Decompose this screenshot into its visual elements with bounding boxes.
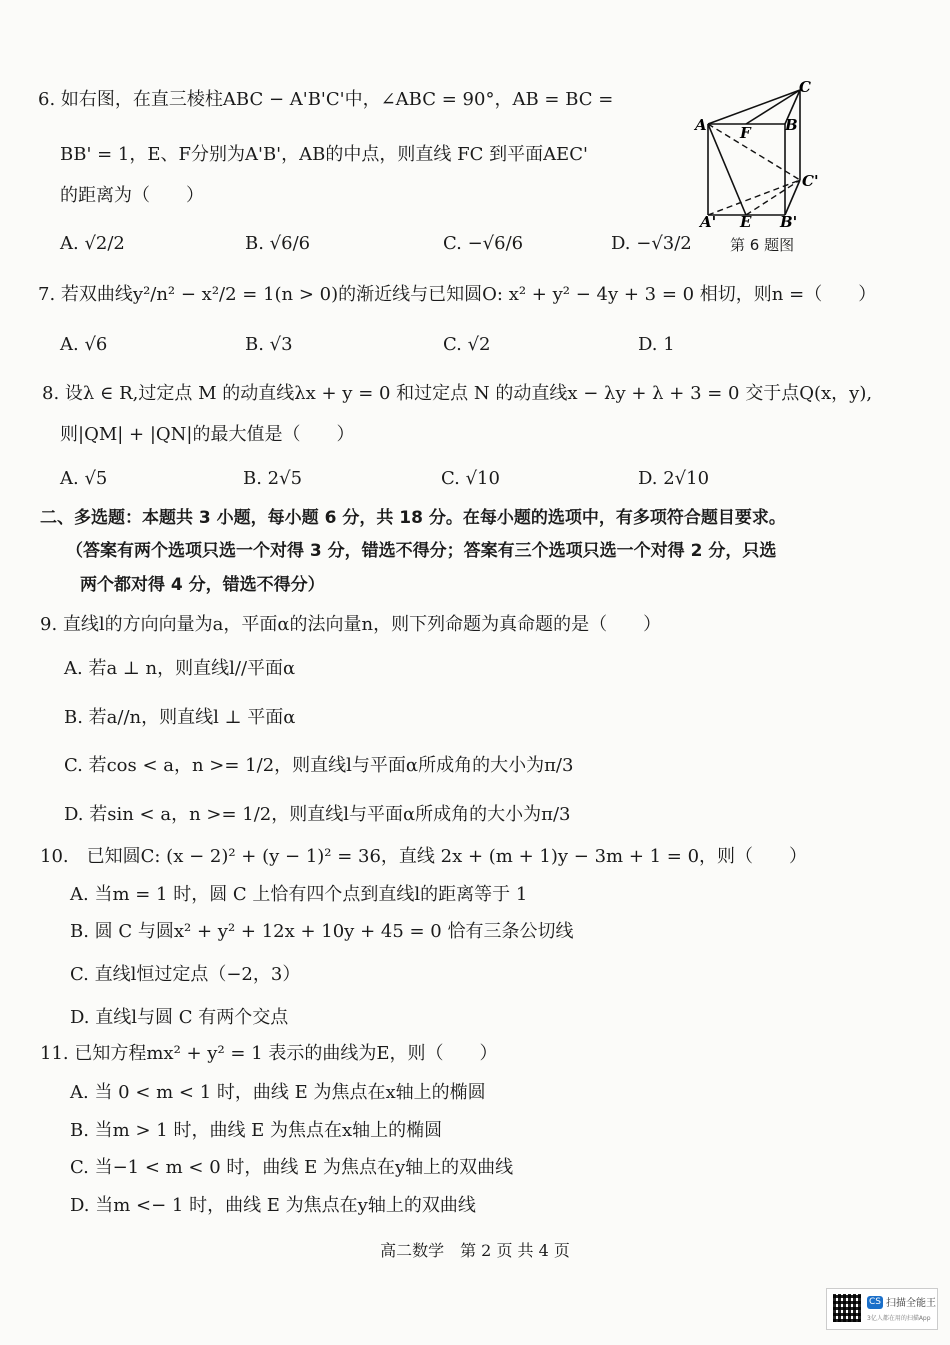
- qr-code-icon: [833, 1294, 861, 1322]
- figure-caption: 第 6 题图: [730, 236, 795, 254]
- fig-label-a: A: [695, 116, 707, 134]
- q7-option-b: B. √3: [245, 334, 293, 355]
- watermark-tagline: 3亿人都在用的扫描App: [867, 1315, 931, 1322]
- q6-line2: BB' = 1，E、F分别为A'B'，AB的中点，则直线 FC 到平面AEC': [60, 144, 588, 165]
- q11-option-b: B. 当m > 1 时，曲线 E 为焦点在x轴上的椭圆: [70, 1120, 443, 1141]
- fig-label-b: B: [785, 116, 798, 134]
- fig-label-b-prime: B': [780, 213, 798, 230]
- fig-label-a-prime: A': [700, 213, 717, 230]
- q11-option-c: C. 当−1 < m < 0 时，曲线 E 为焦点在y轴上的双曲线: [70, 1157, 514, 1178]
- prism-figure: [692, 80, 822, 230]
- q11-option-a: A. 当 0 < m < 1 时，曲线 E 为焦点在x轴上的椭圆: [70, 1082, 486, 1103]
- section2-note2: 两个都对得 4 分，错选不得分）: [80, 575, 325, 595]
- q10-line1: 10. 已知圆C: (x − 2)² + (y − 1)² = 36，直线 2x + (m + 1)y − 3m + 1 = 0，则（ ）: [40, 846, 808, 867]
- q10-option-b: B. 圆 C 与圆x² + y² + 12x + 10y + 45 = 0 恰有三条公切线: [70, 921, 574, 942]
- q9-option-b: B. 若a//n，则直线l ⊥ 平面α: [64, 707, 296, 728]
- fig-label-f: F: [740, 124, 751, 142]
- q9-option-d: D. 若sin < a，n >= 1/2，则直线l与平面α所成角的大小为π/3: [64, 804, 571, 825]
- scanner-watermark: [826, 1288, 938, 1330]
- q7-option-d: D. 1: [638, 334, 675, 355]
- q9-line1: 9. 直线l的方向向量为a，平面α的法向量n，则下列命题为真命题的是（ ）: [40, 614, 662, 635]
- q8-option-d: D. 2√10: [638, 468, 710, 489]
- section2-heading: 二、多选题：本题共 3 小题，每小题 6 分，共 18 分。在每小题的选项中，有多项符合题目要求。: [40, 508, 786, 528]
- q10-option-a: A. 当m = 1 时，圆 C 上恰有四个点到直线l的距离等于 1: [70, 884, 528, 905]
- q8-option-c: C. √10: [441, 468, 500, 489]
- q6-option-a: A. √2/2: [60, 233, 125, 254]
- cs-logo-icon: CS: [869, 1297, 881, 1307]
- q6-line1: 6. 如右图，在直三棱柱ABC − A'B'C'中，∠ABC = 90°，AB = BC =: [38, 89, 614, 110]
- section2-note1: （答案有两个选项只选一个对得 3 分，错选不得分；答案有三个选项只选一个对得 2 分，只选: [66, 541, 777, 561]
- q7-option-c: C. √2: [443, 334, 491, 355]
- q9-option-a: A. 若a ⊥ n，则直线l//平面α: [64, 658, 296, 679]
- q7-line1: 7. 若双曲线y²/n² − x²/2 = 1(n > 0)的渐近线与已知圆O: x² + y² − 4y + 3 = 0 相切，则n =（ ）: [38, 284, 877, 305]
- page-footer: 高二数学 第 2 页 共 4 页: [380, 1241, 570, 1260]
- q6-option-c: C. −√6/6: [443, 233, 524, 254]
- fig-label-c: C: [799, 80, 811, 96]
- q10-option-d: D. 直线l与圆 C 有两个交点: [70, 1007, 289, 1028]
- fig-label-c-prime: C': [802, 172, 819, 190]
- q9-option-c: C. 若cos < a，n >= 1/2，则直线l与平面α所成角的大小为π/3: [64, 755, 574, 776]
- q7-option-a: A. √6: [60, 334, 108, 355]
- q10-option-c: C. 直线l恒过定点（−2，3）: [70, 964, 301, 985]
- q6-option-d: D. −√3/2: [611, 233, 692, 254]
- q8-option-b: B. 2√5: [243, 468, 303, 489]
- q8-line1: 8. 设λ ∈ R,过定点 M 的动直线λx + y = 0 和过定点 N 的动直线x − λy + λ + 3 = 0 交于点Q(x，y),: [42, 383, 873, 404]
- q8-option-a: A. √5: [60, 468, 108, 489]
- q11-option-d: D. 当m <− 1 时，曲线 E 为焦点在y轴上的双曲线: [70, 1195, 476, 1216]
- q11-line1: 11. 已知方程mx² + y² = 1 表示的曲线为E，则（ ）: [40, 1043, 498, 1064]
- q6-line3: 的距离为（ ）: [60, 185, 204, 206]
- watermark-app-name: 扫描全能王: [886, 1298, 936, 1309]
- q6-option-b: B. √6/6: [245, 233, 311, 254]
- fig-label-e: E: [740, 213, 752, 230]
- q8-line2: 则|QM| + |QN|的最大值是（ ）: [60, 424, 355, 445]
